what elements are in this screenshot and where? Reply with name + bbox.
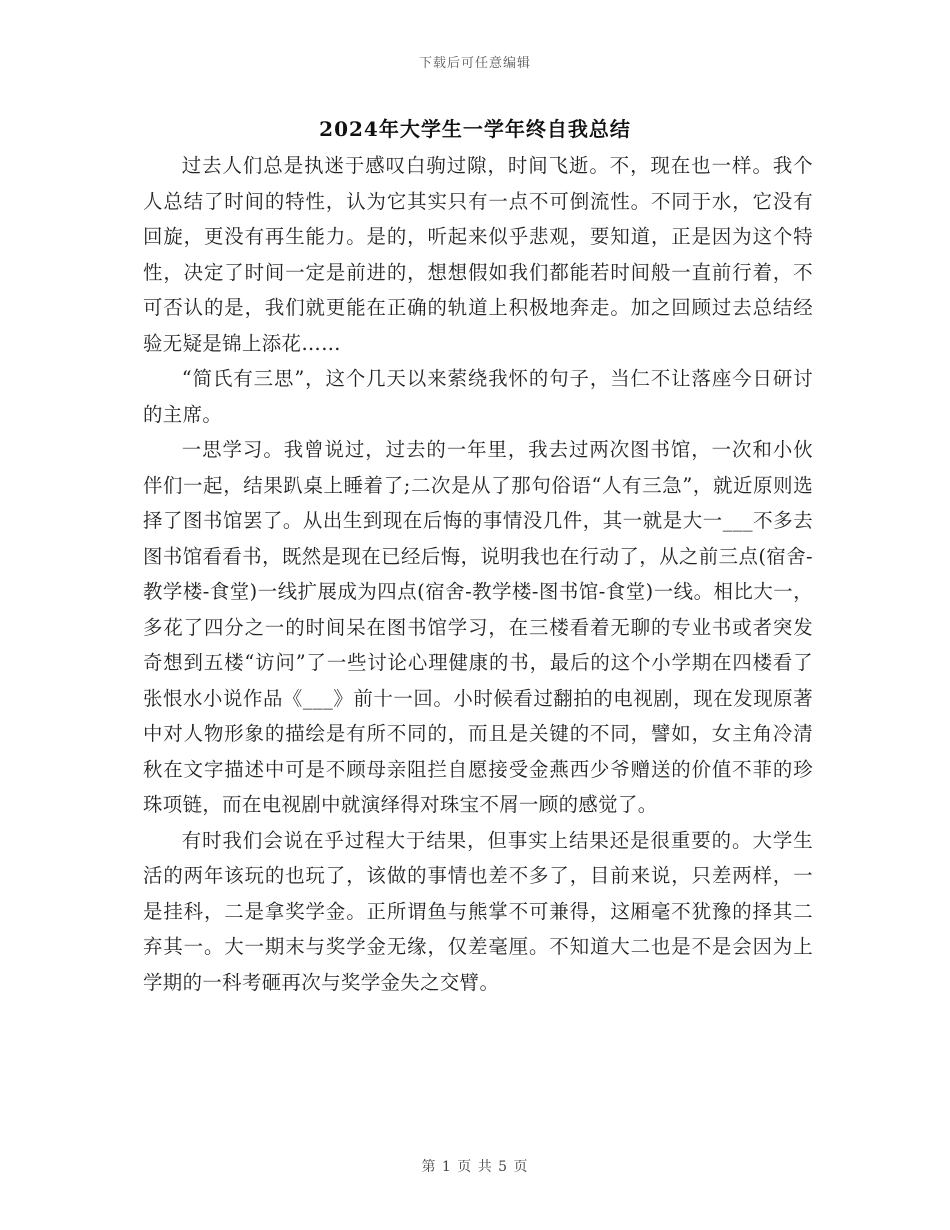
paragraph-results: 有时我们会说在乎过程大于结果，但事实上结果还是很重要的。大学生活的两年该玩的也玩了，该做的事情也差不多了，目前来说，只差两样，一是挂科，二是拿奖学金。正所谓鱼与熊掌不可兼得，这厢毫不犹豫的择其二弃其一。大一期末与奖学金无缘，仅差毫厘。不知道大二也是不是会因为上学期的一科考砸再次与奖学金失之交臂。 bbox=[143, 828, 813, 994]
document-body bbox=[143, 148, 813, 1000]
page-footer: 第 1 页 共 5 页 bbox=[421, 1159, 529, 1175]
document-title: 2024年大学生一学年终自我总结 bbox=[319, 117, 631, 141]
page-header: 下载后可任意编辑 bbox=[418, 56, 531, 71]
paragraph-three-thoughts: “简氏有三思”，这个几天以来萦绕我怀的句子，当仁不让落座今日研讨的主席。 bbox=[143, 367, 813, 426]
paragraph-study: 一思学习。我曾说过，过去的一年里，我去过两次图书馆，一次和小伙伴们一起，结果趴桌上睡着了;二次是从了那句俗语“人有三急”，就近原则选择了图书馆罢了。从出生到现在后悔的事情没几件，其一就是大一___不多去图书馆看看书，既然是现在已经后悔，说明我也在行动了，从之前三点(宿舍-教学楼-食堂)一线扩展成为四点(宿舍-教学楼-图书馆-食堂)一线。相比大一，多花了四分之一的时间呆在图书馆学习，在三楼看着无聊的专业书或者突发奇想到五楼“访问”了一些讨论心理健康的书，最后的这个小学期在四楼看了张恨水小说作品《___》前十一回。小时候看过翻拍的电视剧，现在发现原著中对人物形象的描绘是有所不同的，而且是关键的不同，譬如，女主角冷清秋在文字描述中可是不顾母亲阻拦自愿接受金燕西少爷赠送的价值不菲的珍珠项链，而在电视剧中就演绎得对珠宝不屑一顾的感觉了。 bbox=[143, 438, 813, 816]
paragraph-intro: 过去人们总是执迷于感叹白驹过隙，时间飞逝。不，现在也一样。我个人总结了时间的特性，认为它其实只有一点不可倒流性。不同于水，它没有回旋，更没有再生能力。是的，听起来似乎悲观，要知道，正是因为这个特性，决定了时间一定是前进的，想想假如我们都能若时间般一直前行着，不可否认的是，我们就更能在正确的轨道上积极地奔走。加之回顾过去总结经验无疑是锦上添花…… bbox=[143, 154, 813, 355]
